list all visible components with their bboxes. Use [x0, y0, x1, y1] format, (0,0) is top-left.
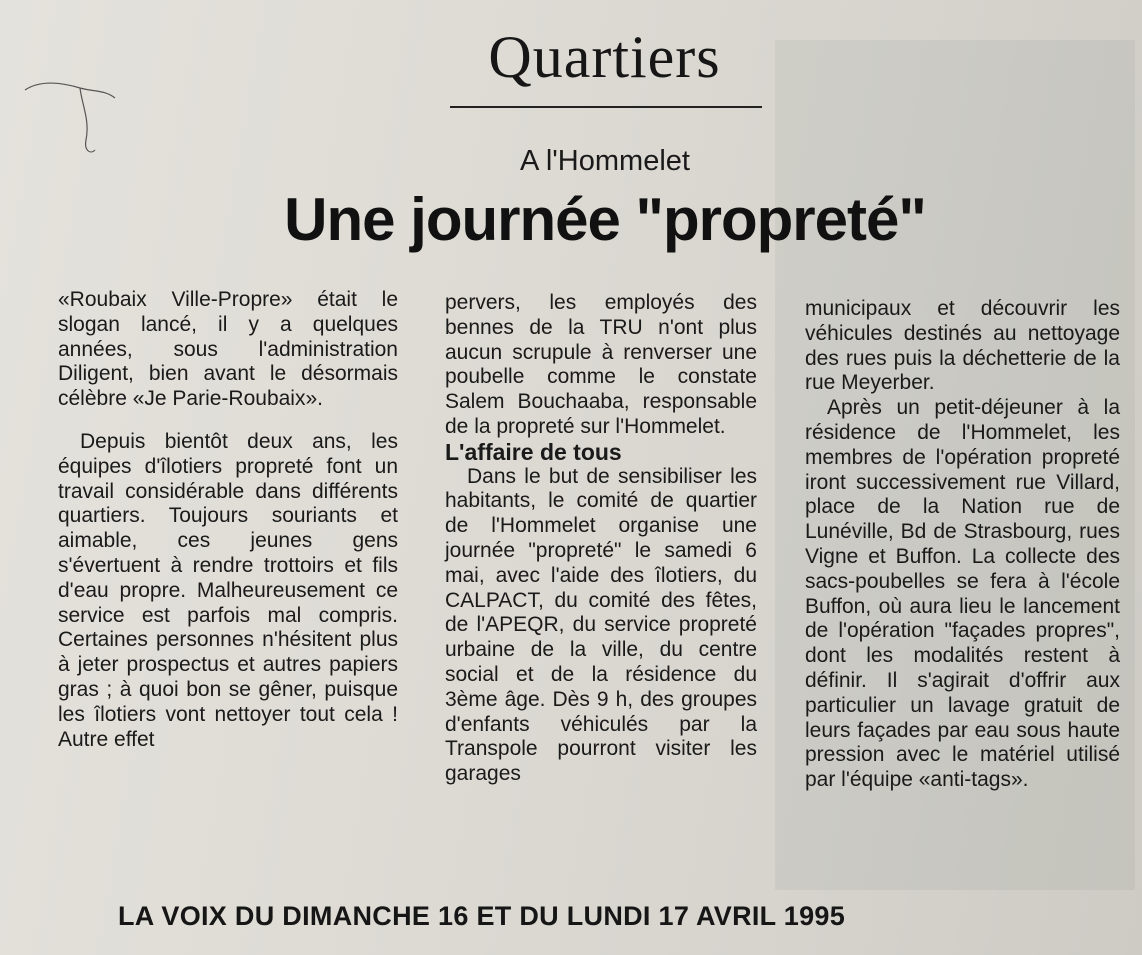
paragraph: municipaux et découvrir les véhicules destinés au nettoyage des rues puis la déchetterie de la rue Meyerber. [805, 297, 1120, 395]
paragraph: Depuis bientôt deux ans, les équipes d'îlotiers propreté font un travail considérable dans différents quartiers. Toujours souriants et aimable, ces jeunes gens s'évertuent à rendre trottoirs et fils d'eau propre. Malheureusement ce service est parfois mal compris. Certaines personnes n'hésitent plus à jeter prospectus et autres papiers gras ; à quoi bon se gêner, puisque les îlotiers vont nettoyer tout cela ! Autre effet [58, 429, 398, 751]
paragraph: Après un petit-déjeuner à la résidence de l'Hommelet, les membres de l'opération propreté iront successivement rue Villard, place de la Nation rue de Lunéville, Bd de Strasbourg, rues Vigne et Buffon. La collecte des sacs-poubelles se fera à l'école Buffon, où aura lieu le lancement de l'opération "façades propres", dont les modalités restent à définir. Il s'agirait d'offrir aux particulier un lavage gratuit de leurs façades par eau sous haute pression avec le matériel utilisé par l'équipe «anti-tags». [805, 396, 1120, 792]
article-column-2 [445, 291, 757, 787]
article-kicker: A l'Hommelet [520, 145, 690, 177]
section-rule [450, 106, 762, 108]
pen-scribble-icon [20, 70, 130, 160]
article-column-1 [58, 288, 398, 752]
paragraph: pervers, les employés des bennes de la TRU n'ont plus aucun scrupule à renverser une poubelle comme le constate Salem Bouchaaba, responsable de la propreté sur l'Hommelet. [445, 291, 757, 438]
article-subhead: L'affaire de tous [445, 438, 622, 465]
paragraph: Dans le but de sensibiliser les habitants, le comité de quartier de l'Hommelet organise une journée "propreté" le samedi 6 mai, avec l'aide des îlotiers, du CALPACT, du comité des fêtes, de l'APEQR, du service propreté urbaine de la ville, du centre social et de la résidence du 3ème âge. Dès 9 h, des groupes d'enfants véhiculés par la Transpole pourront visiter les garages [445, 464, 757, 786]
article-headline: Une journée "propreté" [284, 186, 926, 253]
article-column-3 [805, 297, 1120, 793]
section-title: Quartiers [488, 24, 721, 90]
paragraph: «Roubaix Ville-Propre» était le slogan lancé, il y a quelques années, sous l'administration Diligent, bien avant le désormais célèbre «Je Parie-Roubaix». [58, 288, 398, 411]
publication-footer: LA VOIX DU DIMANCHE 16 ET DU LUNDI 17 AVRIL 1995 [118, 901, 846, 931]
